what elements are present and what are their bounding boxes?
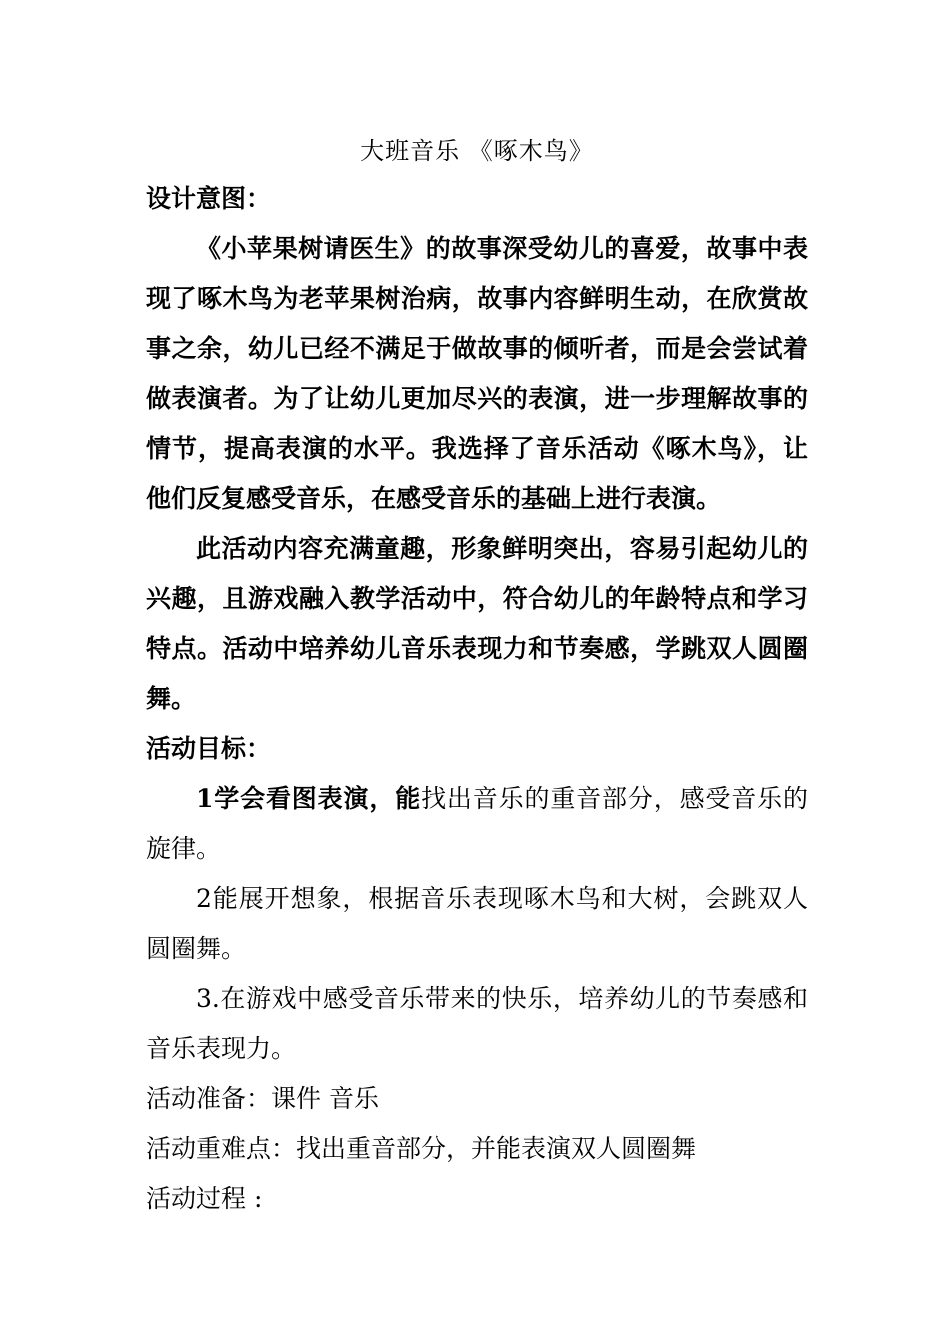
design-intent-paragraph-2: 此活动内容充满童趣，形象鲜明突出，容易引起幼儿的兴趣，且游戏融入教学活动中，符合幼儿的年龄特点和学习特点。活动中培养幼儿音乐表现力和节奏感，学跳双人圆圈舞。 xyxy=(146,534,808,713)
document-title: 大班音乐 《啄木鸟》 xyxy=(360,137,594,165)
activity-goal-1 xyxy=(146,774,808,874)
activity-goals-heading: 活动目标： xyxy=(146,734,272,763)
activity-process: 活动过程 : xyxy=(146,1184,263,1213)
activity-goal-2: 2能展开想象，根据音乐表现啄木鸟和大树，会跳双人圆圈舞。 xyxy=(146,884,808,963)
document-page xyxy=(146,128,808,1224)
activity-goal-1-rest: 找出音乐的重音部分，感受音乐的旋律。 xyxy=(146,784,808,863)
design-intent-paragraph-1: 《小苹果树请医生》的故事深受幼儿的喜爱，故事中表现了啄木鸟为老苹果树治病，故事内容鲜明生动，在欣赏故事之余，幼儿已经不满足于做故事的倾听者，而是会尝试着做表演者。为了让幼儿更加尽兴的表演，进一步理解故事的情节，提高表演的水平。我选择了音乐活动《啄木鸟》，让他们反复感受音乐，在感受音乐的基础上进行表演。 xyxy=(146,234,808,513)
design-intent-heading: 设计意图： xyxy=(146,184,272,213)
activity-key-points: 活动重难点：找出重音部分，并能表演双人圆圈舞 xyxy=(146,1134,697,1163)
activity-goal-1-bold: 1学会看图表演，能 xyxy=(196,784,422,813)
activity-goal-3: 3.在游戏中感受音乐带来的快乐，培养幼儿的节奏感和音乐表现力。 xyxy=(146,984,808,1063)
activity-preparation: 活动准备：课件 音乐 xyxy=(146,1084,379,1113)
